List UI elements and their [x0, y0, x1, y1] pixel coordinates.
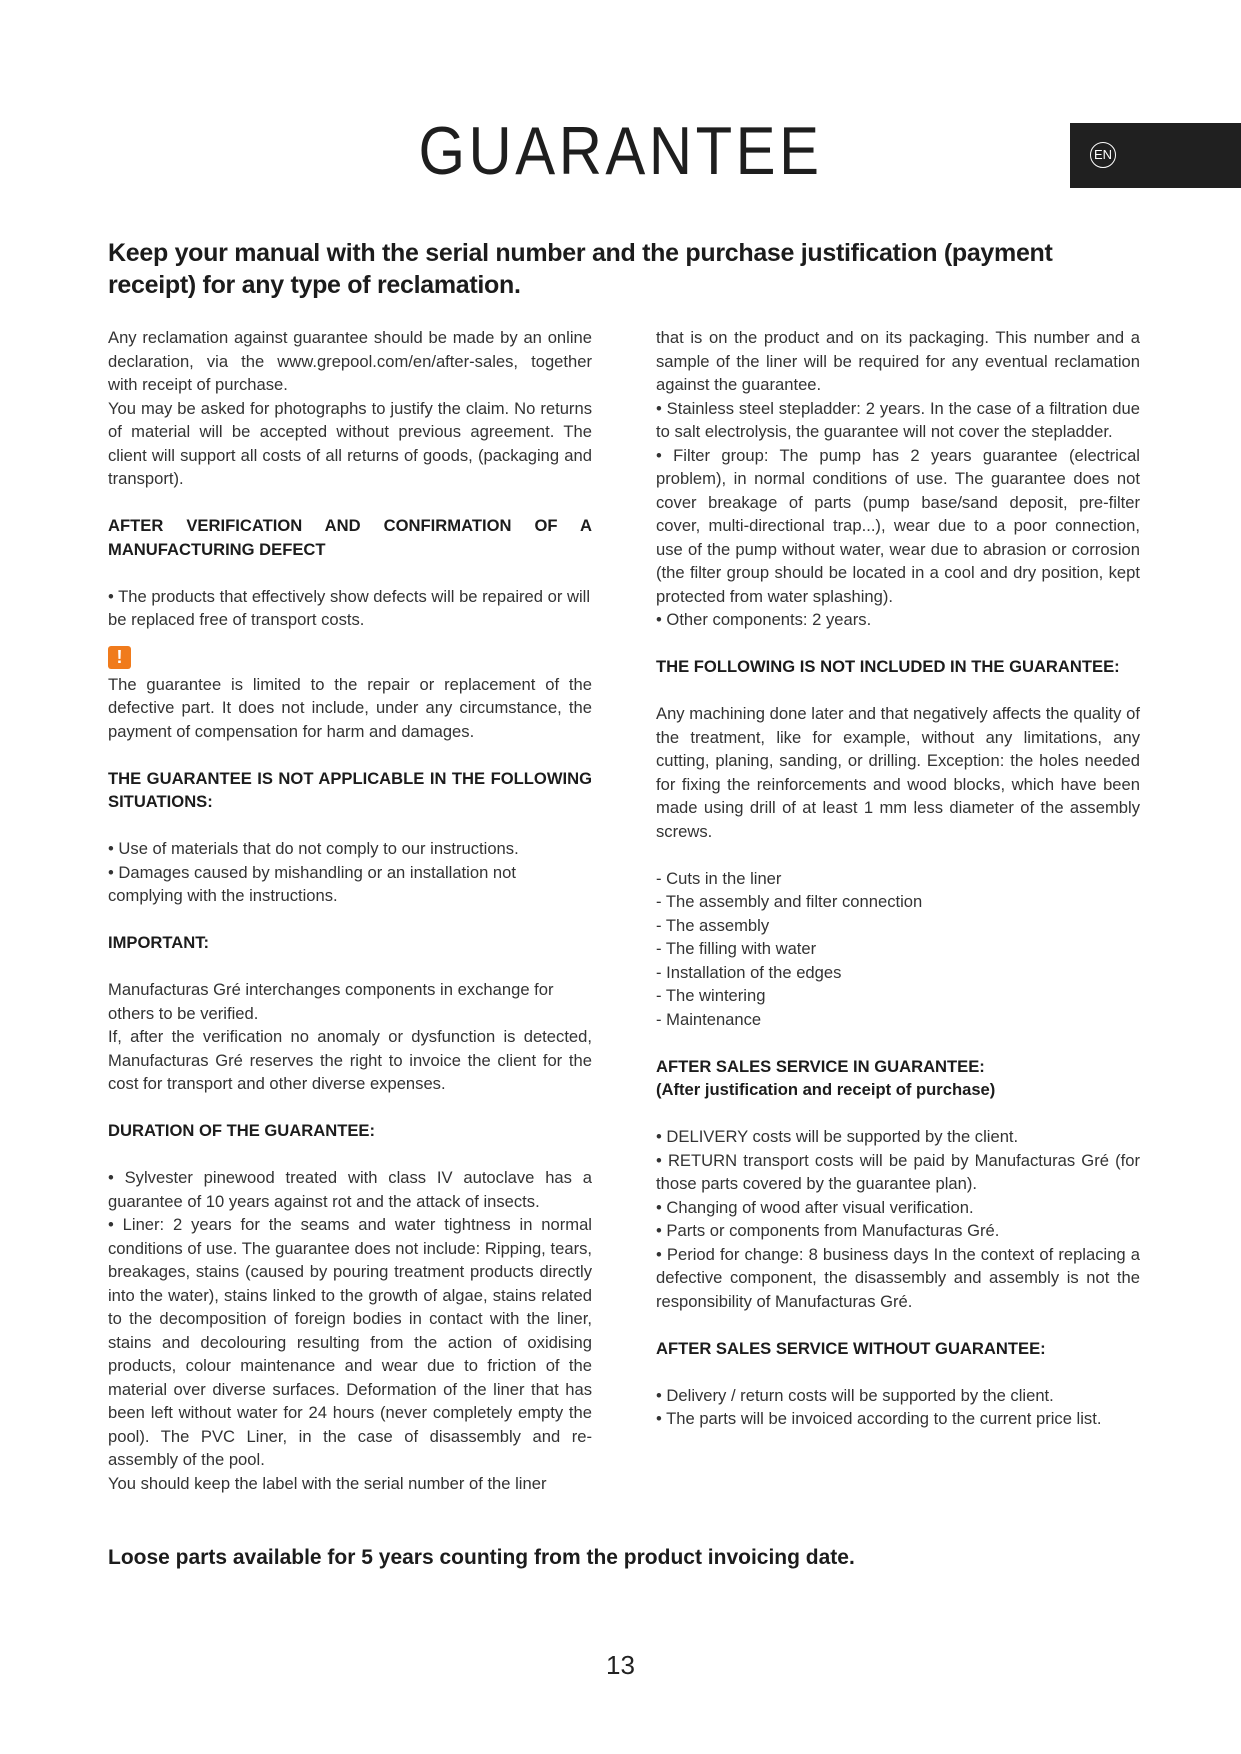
- list-item: • DELIVERY costs will be supported by the client.: [656, 1127, 1019, 1146]
- section-heading-duration: DURATION OF THE GUARANTEE:: [108, 1121, 376, 1140]
- serial-number-paragraph: that is on the product and on its packaging. This number and a sample of the liner will be required for any eventual reclamation against the guarantee.: [656, 328, 1140, 394]
- list-item: - Maintenance: [656, 1009, 762, 1029]
- list-item: • Other components: 2 years.: [656, 610, 872, 629]
- list-item: • Parts or components from Manufacturas Gré.: [656, 1221, 1000, 1240]
- list-item: • RETURN transport costs will be paid by Manufacturas Gré (for those parts covered by the guarantee plan).: [656, 1150, 1140, 1193]
- list-item: - Installation of the edges: [656, 962, 842, 982]
- language-tab: [1070, 123, 1241, 188]
- label-paragraph: You should keep the label with the serial number of the liner: [108, 1473, 547, 1493]
- limitation-paragraph: The guarantee is limited to the repair or replacement of the defective part. It does not include, under any circumstance, the payment of compensation for harm and damages.: [108, 674, 592, 741]
- list-item: • Stainless steel stepladder: 2 years. In the case of a filtration due to salt electrolysis, the guarantee will not cover the stepladder.: [656, 398, 1140, 441]
- machining-paragraph: Any machining done later and that negatively affects the quality of the treatment, like for example, without any limitations, any cutting, planing, sanding, or drilling. Exception: the holes needed for fixing the reinforcements and wood blocks, which have been made using drill of at least 1 mm less diameter of the assembly screws.: [656, 704, 1140, 841]
- page-title: GUARANTEE: [418, 113, 823, 189]
- section-heading-not-included: THE FOLLOWING IS NOT INCLUDED IN THE GUARANTEE:: [656, 657, 1120, 676]
- list-item: • Damages caused by mishandling or an installation not complying with the instructions.: [108, 862, 516, 905]
- intro-statement: Keep your manual with the serial number and the purchase justification (payment receipt) for any type of reclamation.: [108, 239, 1053, 299]
- section-heading-not-applicable: THE GUARANTEE IS NOT APPLICABLE IN THE FOLLOWING SITUATIONS:: [108, 768, 592, 811]
- section-subheading-justification: (After justification and receipt of purchase): [656, 1080, 996, 1099]
- left-column: [108, 326, 592, 1495]
- list-item: • Filter group: The pump has 2 years guarantee (electrical problem), in normal conditions of use. The guarantee does not cover breakage of parts (pump base/sand deposit, pre-filter cover, multi-directional trap...), wear due to a poor connection, use of the pump without water, wear due to abrasion or corrosion (the filter group should be located in a cool and dry position, kept protected from water splashing).: [656, 445, 1140, 606]
- list-item: • Changing of wood after visual verification.: [656, 1197, 974, 1217]
- list-item: • Delivery / return costs will be supported by the client.: [656, 1385, 1054, 1405]
- section-heading-important: IMPORTANT:: [108, 933, 210, 952]
- verification-paragraph: If, after the verification no anomaly or dysfunction is detected, Manufacturas Gré reserves the right to invoice the client for the cost for transport and other diverse expenses.: [108, 1027, 592, 1093]
- section-heading-service-without-guarantee: AFTER SALES SERVICE WITHOUT GUARANTEE:: [656, 1338, 1046, 1358]
- list-item: - The assembly and filter connection: [656, 892, 923, 911]
- list-item: • The parts will be invoiced according to the current price list.: [656, 1409, 1102, 1428]
- list-item: • Liner: 2 years for the seams and water tightness in normal conditions of use. The guarantee does not include: Ripping, tears, breakages, stains (caused by pouring treatment products directly into the water), stains linked to the growth of algae, stains related to the decomposition of foreign bodies in contact with the liner, stains and decolouring resulting from the action of oxidising products, colour maintenance and wear due to friction of the material over diverse surfaces. Deformation of the liner that has been left without water for 24 hours (never completely empty the pool). The PVC Liner, in the case of disassembly and re-assembly of the pool.: [108, 1215, 592, 1469]
- important-paragraph: Manufacturas Gré interchanges components in exchange for others to be verified.: [108, 980, 554, 1023]
- photographs-paragraph: You may be asked for photographs to justify the claim. No returns of material will be accepted without previous agreement. The client will support all costs of all returns of goods, (packaging and transport).: [108, 398, 592, 488]
- list-item: • The products that effectively show defects will be repaired or will be replaced free of transport costs.: [108, 586, 591, 629]
- right-column: [656, 326, 1140, 1431]
- warning-icon: !: [108, 646, 131, 669]
- list-item: - The wintering: [656, 986, 766, 1005]
- page-number: 13: [606, 1650, 635, 1680]
- loose-parts-note: Loose parts available for 5 years counting from the product invoicing date.: [108, 1546, 855, 1569]
- list-item: - The assembly: [656, 915, 770, 935]
- list-item: • Period for change: 8 business days In the context of replacing a defective component, the disassembly and assembly is not the responsibility of Manufacturas Gré.: [656, 1244, 1140, 1311]
- section-heading-defect: AFTER VERIFICATION AND CONFIRMATION OF A MANUFACTURING DEFECT: [108, 516, 592, 559]
- reclamation-paragraph: Any reclamation against guarantee should be made by an online declaration, via the www.grepool.com/en/after-sales, together with receipt of purchase.: [108, 328, 592, 394]
- list-item: - Cuts in the liner: [656, 868, 782, 888]
- language-badge: EN: [1090, 142, 1116, 168]
- section-heading-service-in-guarantee: AFTER SALES SERVICE IN GUARANTEE:: [656, 1056, 985, 1076]
- list-item: - The filling with water: [656, 939, 817, 958]
- list-item: • Use of materials that do not comply to our instructions.: [108, 839, 519, 858]
- list-item: • Sylvester pinewood treated with class IV autoclave has a guarantee of 10 years against rot and the attack of insects.: [108, 1168, 592, 1211]
